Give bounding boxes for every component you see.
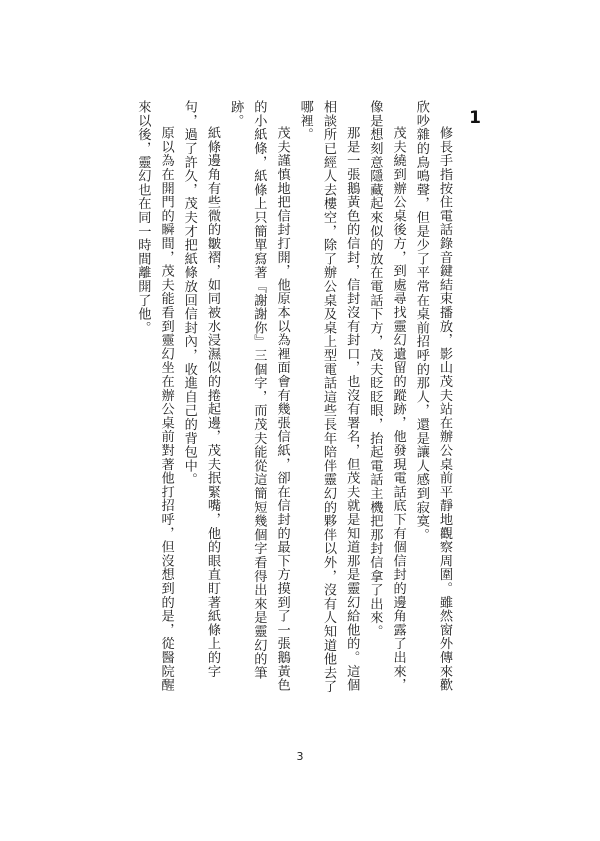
chapter-number: 1 xyxy=(469,108,481,128)
paragraph: 茂夫謹慎地把信封打開，他原本以為裡面會有幾張信紙，卻在信封的最下方摸到了一張鵝黃色的小紙條，紙條上只簡單寫著『謝謝你』三個字，而茂夫能從這簡短幾個字看得出來是靈幻的筆跡。 xyxy=(228,100,290,693)
page-number: 3 xyxy=(296,750,304,763)
paragraph: 茂夫繞到辦公桌後方，到處尋找靈幻遺留的蹤跡，他發現電話底下有個信封的邊角露了出來，像是想刻意隱藏起來似的放在電話下方，茂夫眨眨眼，抬起電話主機把那封信拿了出來。 xyxy=(367,100,406,693)
chapter-body xyxy=(120,100,456,700)
paragraph: 那是一張鵝黃色的信封，信封沒有封口，也沒有署名，但茂夫就是知道那是靈幻給他的。這個相談所已經人去樓空，除了辦公桌及桌上型電話這些長年陪伴靈幻的夥伴以外，沒有人知道他去了哪裡。 xyxy=(297,100,360,694)
paragraph: 原以為在開門的瞬間，茂夫能看到靈幻坐在辦公桌前對著他打招呼，但沒想到的是，從醫院醒來以後，靈幻也在同一時間離開了他。 xyxy=(135,100,174,693)
paragraph: 紙條邊角有些微的皺褶，如同被水浸濕似的捲起邊，茂夫抿緊嘴，他的眼直盯著紙條上的字句，過了許久，茂夫才把紙條放回信封內，收進自己的背包中。 xyxy=(181,100,220,679)
paragraph: 修長手指按住電話錄音鍵結束播放，影山茂夫站在辦公桌前平靜地觀察周圍。雖然窗外傳來歡欣吵雜的鳥鳴聲，但是少了平常在桌前招呼的那人，還是讓人感到寂寞。 xyxy=(413,100,452,693)
